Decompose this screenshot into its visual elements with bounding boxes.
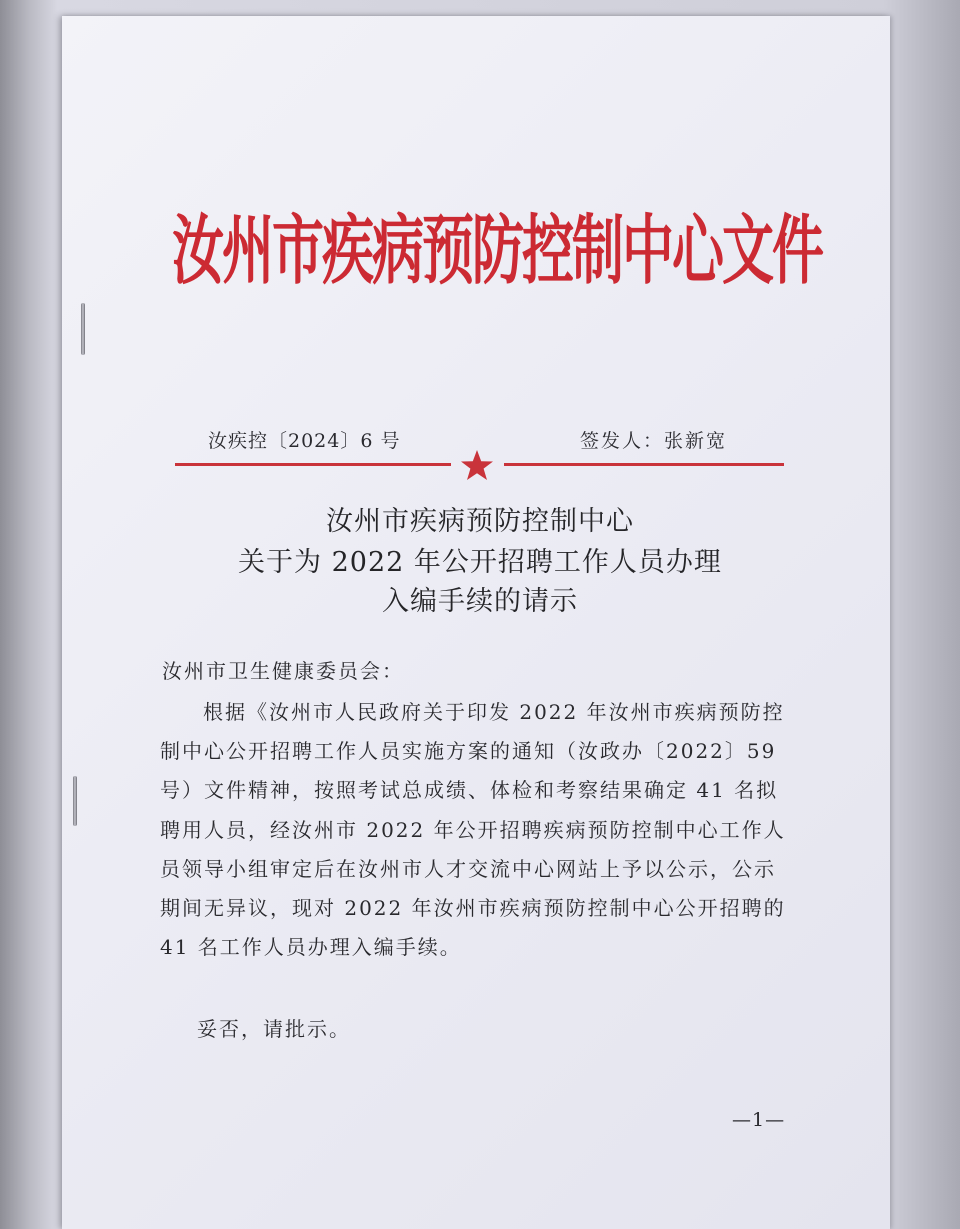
subject-line-1: 汝州市疾病预防控制中心 — [326, 506, 634, 537]
red-rule-left — [175, 463, 451, 466]
paragraph-line: 期间无异议，现对 2022 年汝州市疾病预防控制中心公开招聘的 — [160, 896, 786, 920]
red-rule-right — [504, 463, 784, 466]
issuer-signatory: 签发人：张新宽 — [580, 430, 728, 452]
closing-request: 妥否，请批示。 — [197, 1017, 351, 1041]
staple-bottom — [73, 776, 77, 826]
document-header-title: 汝州市疾病预防控制中心文件 — [172, 208, 823, 296]
paragraph-line: 号）文件精神，按照考试总成绩、体检和考察结果确定 41 名拟 — [160, 778, 779, 802]
paragraph-line: 员领导小组审定后在汝州市人才交流中心网站上予以公示，公示 — [160, 857, 776, 881]
subject-line-3: 入编手续的请示 — [382, 586, 578, 617]
staple-top — [81, 303, 85, 355]
addressee: 汝州市卫生健康委员会： — [162, 659, 404, 683]
star-icon — [459, 449, 495, 481]
page-number: —1— — [732, 1109, 786, 1131]
paragraph-line: 根据《汝州市人民政府关于印发 2022 年汝州市疾病预防控 — [203, 700, 785, 724]
paragraph-line: 41 名工作人员办理入编手续。 — [160, 935, 462, 959]
subject-line-2: 关于为 2022 年公开招聘工作人员办理 — [238, 547, 722, 578]
paragraph-line: 制中心公开招聘工作人员实施方案的通知（汝政办〔2022〕59 — [160, 739, 777, 763]
paragraph-line: 聘用人员，经汝州市 2022 年公开招聘疾病预防控制中心工作人 — [160, 818, 786, 842]
document-number: 汝疾控〔2024〕6 号 — [208, 430, 401, 452]
